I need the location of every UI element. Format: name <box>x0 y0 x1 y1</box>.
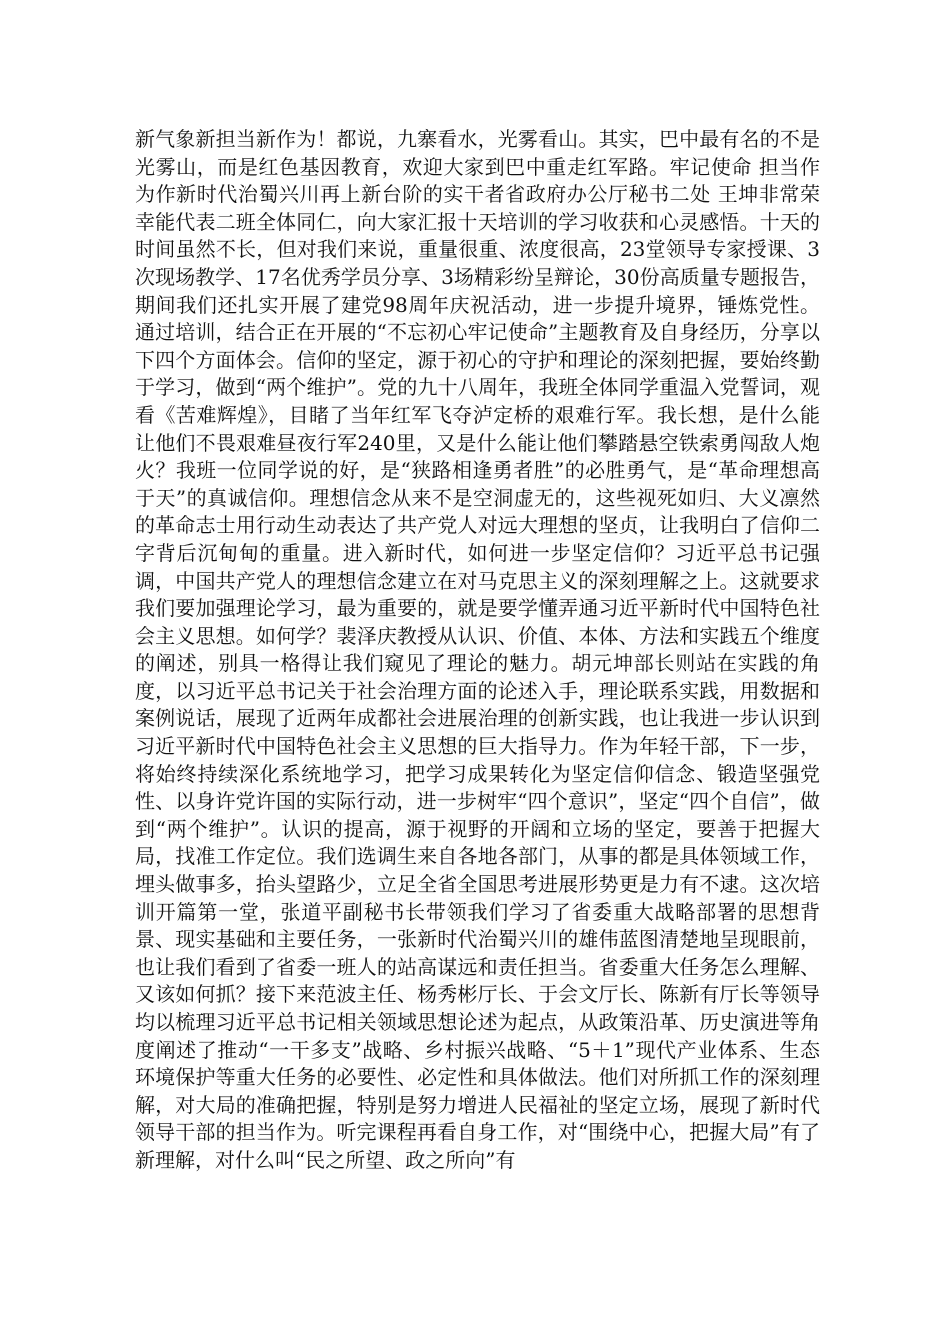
body-paragraph: 新气象新担当新作为！都说，九寨看水，光雾看山。其实，巴中最有名的不是光雾山，而是红色基因教育，欢迎大家到巴中重走红军路。牢记使命 担当作为作新时代治蜀兴川再上新台阶的实干者省政府办公厅秘书二处 王坤非常荣幸能代表二班全体同仁，向大家汇报十天培训的学习收获和心灵感悟。十天的时间虽然不长，但对我们来说，重量很重、浓度很高，23堂领导专家授课、3次现场教学、17名优秀学员分享、3场精彩纷呈辩论，30份高质量专题报告，期间我们还扎实开展了建党98周年庆祝活动，进一步提升境界，锤炼党性。通过培训，结合正在开展的“不忘初心牢记使命”主题教育及自身经历，分享以下四个方面体会。信仰的坚定，源于初心的守护和理论的深刻把握，要始终勤于学习，做到“两个维护”。党的九十八周年，我班全体同学重温入党誓词，观看《苦难辉煌》，目睹了当年红军飞夺泸定桥的艰难行军。我长想，是什么能让他们不畏艰难昼夜行军240里，又是什么能让他们攀踏悬空铁索勇闯敌人炮火？我班一位同学说的好，是“狭路相逢勇者胜”的必胜勇气，是“革命理想高于天”的真诚信仰。理想信念从来不是空洞虚无的，这些视死如归、大义凛然的革命志士用行动生动表达了共产党人对远大理想的坚贞，让我明白了信仰二字背后沉甸甸的重量。进入新时代，如何进一步坚定信仰？习近平总书记强调，中国共产党人的理想信念建立在对马克思主义的深刻理解之上。这就要求我们要加强理论学习，最为重要的，就是要学懂弄通习近平新时代中国特色社会主义思想。如何学？裴泽庆教授从认识、价值、本体、方法和实践五个维度的阐述，别具一格得让我们窥见了理论的魅力。胡元坤部长则站在实践的角度，以习近平总书记关于社会治理方面的论述入手，理论联系实践，用数据和案例说话，展现了近两年成都社会进展治理的创新实践，也让我进一步认识到习近平新时代中国特色社会主义思想的巨大指导力。作为年轻干部，下一步，将始终持续深化系统地学习，把学习成果转化为坚定信仰信念、锻造坚强党性、以身许党许国的实际行动，进一步树牢“四个意识”，坚定“四个自信”，做到“两个维护”。认识的提高，源于视野的开阔和立场的坚定，要善于把握大局，找准工作定位。我们选调生来自各地各部门，从事的都是具体领域工作，埋头做事多，抬头望路少，立足全省全国思考进展形势更是力有不逮。这次培训开篇第一堂，张道平副秘书长带领我们学习了省委重大战略部署的思想背景、现实基础和主要任务，一张新时代治蜀兴川的雄伟蓝图清楚地呈现眼前，也让我们看到了省委一班人的站高谋远和责任担当。省委重大任务怎么理解、又该如何抓？接下来范波主任、杨秀彬厅长、于会文厅长、陈新有厅长等领导均以梳理习近平总书记相关领域思想论述为起点，从政策沿革、历史演进等角度阐述了推动“一干多支”战略、乡村振兴战略、“5＋1”现代产业体系、生态环境保护等重大任务的必要性、必定性和具体做法。他们对所抓工作的深刻理解，对大局的准确把握，特别是努力增进人民福祉的坚定立场，展现了新时代领导干部的担当作为。听完课程再看自身工作，对“围绕中心，把握大局”有了新理解，对什么叫“民之所望、政之所向”有 <box>135 127 820 1172</box>
